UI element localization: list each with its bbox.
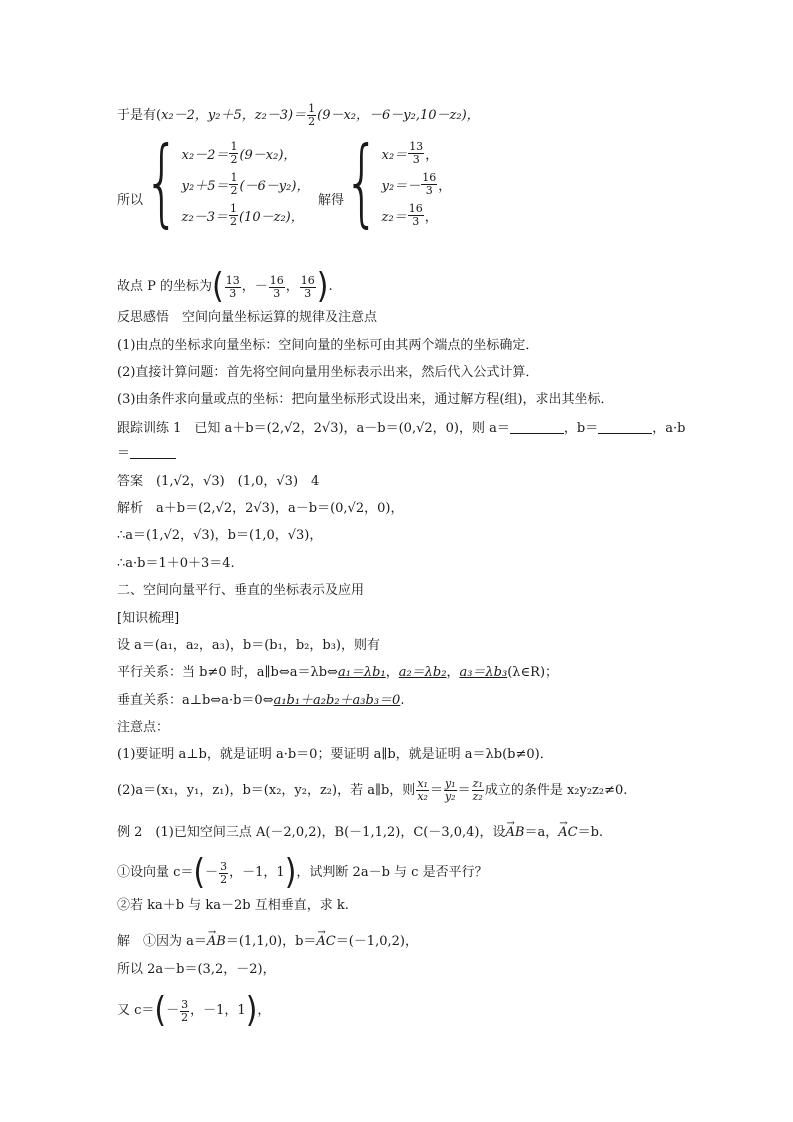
numerator: y₁ <box>444 777 456 790</box>
knowledge-heading: [知识梳理] <box>117 611 180 626</box>
fraction <box>444 778 457 803</box>
denominator: 2 <box>229 214 237 228</box>
fraction-half <box>229 141 238 166</box>
denominator: y₂ <box>444 790 456 803</box>
fraction <box>421 172 437 197</box>
text: ＝a， <box>524 825 559 840</box>
underlined-answer: a₃＝λb₃ <box>459 665 508 680</box>
system-row <box>182 202 310 228</box>
text: ，－1，1 <box>190 1003 246 1018</box>
left-paren: ( <box>193 852 206 893</box>
equation-system <box>144 127 310 239</box>
set-vectors-line: 设 a＝(a₁，a₂，a₃)，b＝(b₁，b₂，b₃)，则有 <box>117 638 380 653</box>
denominator: 3 <box>425 183 433 197</box>
denominator: x₂ <box>417 790 428 803</box>
numerator: 1 <box>230 139 238 153</box>
answer-line: 答案 (1,√2，√3) (1,0，√3) 4 <box>117 474 320 489</box>
reflection-title: 反思感悟 空间向量坐标运算的规律及注意点 <box>117 310 378 325</box>
answer-1 <box>117 933 418 951</box>
denominator: 2 <box>230 152 238 166</box>
fraction <box>416 778 429 803</box>
fraction <box>300 275 316 300</box>
rhs: (10－z₂)， <box>238 209 304 225</box>
fraction: $\frac{3}{2}$ <box>181 997 189 1024</box>
text: － <box>166 1003 180 1018</box>
solution-row: y₂＝－ $\frac{16}{3}$ ， <box>381 170 452 197</box>
parallel-relation: 平行关系：当 b≠0 时，a∥b⇔a＝λb⇔a₁＝λb₁，a₂＝λb₂，a₃＝λb₃(λ∈R)； <box>117 665 559 680</box>
system-row <box>182 171 310 197</box>
answer-blank <box>510 419 564 434</box>
text: 例 2 (1)已知空间三点 A(－2,0,2)，B(－1,1,2)，C(－3,0,4)，设 <box>117 825 506 840</box>
numerator: 1 <box>230 170 238 184</box>
text: 成立的条件是 x₂y₂z₂≠0. <box>484 782 628 798</box>
numerator: 16 <box>422 170 437 184</box>
question-1 <box>117 852 488 893</box>
fraction-half <box>229 172 238 197</box>
underlined-answer: a₁b₁＋a₂b₂＋a₃b₃＝0 <box>273 693 401 708</box>
vector-ab: → AB <box>506 824 525 842</box>
text: ①设向量 c＝ <box>117 865 194 880</box>
solution-rows <box>382 140 452 228</box>
denominator: 3 <box>412 152 420 166</box>
text: . <box>400 693 405 708</box>
left-paren: ( <box>154 990 167 1031</box>
lhs: z₂－3＝ <box>181 209 228 225</box>
text: 垂直关系：a⊥b⇔a·b＝0⇔ <box>117 693 274 708</box>
fraction: $\frac{3}{2}$ <box>220 859 228 886</box>
text: ，试判断 2a－b 与 c 是否平行？ <box>296 865 488 880</box>
system-rows <box>182 140 310 228</box>
system-row <box>182 140 310 166</box>
denominator: 2 <box>181 1010 189 1024</box>
point-p-line: 故点 P 的坐标为 ( $\frac{13}{3}$ ，－ $\frac{16}{3}$ ， $\frac{16}{3}$ ) . <box>117 266 333 307</box>
numerator: 16 <box>408 201 423 215</box>
lhs: x₂－2＝ <box>181 147 229 163</box>
vector-ac: → AC <box>558 824 577 842</box>
fraction <box>408 203 424 228</box>
question-2: ②若 ka＋b 与 ka－2b 互相垂直，求 k. <box>117 898 349 913</box>
solution-row: x₂＝ $\frac{13}{3}$ ， <box>381 139 439 166</box>
denominator: 2 <box>308 115 316 128</box>
lhs: y₂＝－ <box>381 178 421 194</box>
rhs: (－6－y₂)， <box>239 178 310 194</box>
denominator: 3 <box>412 214 420 228</box>
text: ，－1，1 <box>229 865 285 880</box>
reflection-item: (1)由点的坐标求向量坐标：空间向量的坐标可由其两个端点的坐标确定． <box>117 338 539 353</box>
vector-ac: → AC <box>316 933 335 951</box>
text: ＝b. <box>577 825 604 840</box>
fraction-half <box>229 203 238 228</box>
answer-line-c <box>117 990 271 1031</box>
text: (λ∈R)； <box>507 665 559 680</box>
solution-line: ∴a＝(1,√2，√3)，b＝(1,0，√3)， <box>117 528 323 543</box>
text: (2)a＝(x₁，y₁，z₁)，b＝(x₂，y₂，z₂)，若 a∥b，则 <box>117 782 416 798</box>
text: ＝ <box>117 446 131 461</box>
numerator: 1 <box>308 102 316 115</box>
note-item: (1)要证明 a⊥b，就是证明 a·b＝0；要证明 a∥b，就是证明 a＝λb(b≠0)． <box>117 747 553 762</box>
so-label: 所以 <box>117 193 144 208</box>
text: 又 c＝ <box>117 1003 155 1018</box>
denominator: 3 <box>273 286 281 300</box>
answer-blank <box>598 419 652 434</box>
training-question <box>117 419 685 438</box>
numerator: 13 <box>225 273 240 287</box>
left-brace-icon: { <box>344 127 380 239</box>
expr-rhs: (9－x₂，－6－y₂,10－z₂)， <box>317 108 480 123</box>
left-paren: ( <box>212 266 224 307</box>
right-paren: ) <box>284 852 297 893</box>
denominator: 2 <box>230 183 238 197</box>
right-paren: ) <box>245 990 258 1031</box>
lhs: y₂＋5＝ <box>181 178 229 194</box>
text: ，a·b <box>652 421 686 436</box>
example-2 <box>117 824 603 842</box>
fraction <box>269 275 285 300</box>
numerator: z₁ <box>472 777 483 790</box>
text: 平行关系：当 b≠0 时，a∥b⇔a＝λb⇔ <box>117 665 338 680</box>
numerator: 13 <box>409 139 424 153</box>
section-heading: 二、空间向量平行、垂直的坐标表示及应用 <box>117 583 365 598</box>
answer-line: 所以 2a－b＝(3,2，－2)， <box>117 962 276 977</box>
reflection-item: (2)直接计算问题：首先将空间向量用坐标表示出来，然后代入公式计算． <box>117 365 539 380</box>
text: 于是有( <box>117 108 162 123</box>
lhs: x₂＝ <box>381 147 408 163</box>
solution-line: 解析 a＋b＝(2,√2，2√3)，a－b＝(0,√2，0)， <box>117 501 404 516</box>
denominator: z₂ <box>472 790 483 803</box>
underlined-answer: a₁＝λb₁ <box>337 665 386 680</box>
denominator: 2 <box>220 872 228 886</box>
numerator: x₁ <box>417 777 428 790</box>
solution-line: ∴a·b＝1＋0＋3＝4. <box>117 556 235 571</box>
vector-ab: → AB <box>207 933 226 951</box>
line-then-equation <box>117 103 480 128</box>
perpendicular-relation <box>117 692 404 710</box>
expr: x₂－2，y₂＋5，z₂－3)＝ <box>161 108 307 123</box>
text: . <box>328 279 333 294</box>
denominator: 3 <box>304 286 312 300</box>
fraction <box>408 141 424 166</box>
text: － <box>205 865 219 880</box>
numerator: 16 <box>300 273 315 287</box>
denominator: 3 <box>229 286 237 300</box>
numerator: 1 <box>229 201 237 215</box>
solution-system <box>344 127 452 239</box>
text: ，b＝ <box>563 421 599 436</box>
text: ， <box>257 1003 271 1018</box>
rhs: (9－x₂)， <box>239 147 297 163</box>
fraction-half <box>307 103 316 128</box>
training-question-cont <box>117 444 176 463</box>
right-paren: ) <box>316 266 329 307</box>
answer-blank <box>130 444 176 459</box>
note-title: 注意点： <box>117 720 170 735</box>
solve-label: 解得 <box>318 193 345 208</box>
text: 解 ①因为 a＝ <box>117 934 207 949</box>
note-item-2: (2)a＝(x₁，y₁，z₁)，b＝(x₂，y₂，z₂)，若 a∥b，则 $\frac{\text{x₁}}{\text{x₂}}$ ＝ $\frac{\text{y₁}}{\text{y₂}}$ ＝ $\frac{\text{z₁}}{\text{z₂}}$ 成立的条件是 x₂y₂z₂≠0. <box>117 777 628 803</box>
lhs: z₂＝ <box>381 209 407 225</box>
fraction <box>225 275 241 300</box>
text: 故点 P 的坐标为 <box>117 279 213 294</box>
solution-row: z₂＝ $\frac{16}{3}$ ， <box>381 201 438 228</box>
reflection-item: (3)由条件求向量或点的坐标：把向量坐标形式设出来，通过解方程(组)，求出其坐标． <box>117 392 614 407</box>
numerator: 16 <box>269 273 284 287</box>
fraction <box>472 778 484 803</box>
text: ＝(1,1,0)，b＝ <box>225 934 317 949</box>
left-brace-icon: { <box>144 127 180 239</box>
text: ＝(－1,0,2)， <box>335 934 418 949</box>
text: 跟踪训练 1 已知 a＋b＝(2,√2，2√3)，a－b＝(0,√2，0)，则 a＝ <box>117 421 510 436</box>
underlined-answer: a₂＝λb₂ <box>398 665 447 680</box>
